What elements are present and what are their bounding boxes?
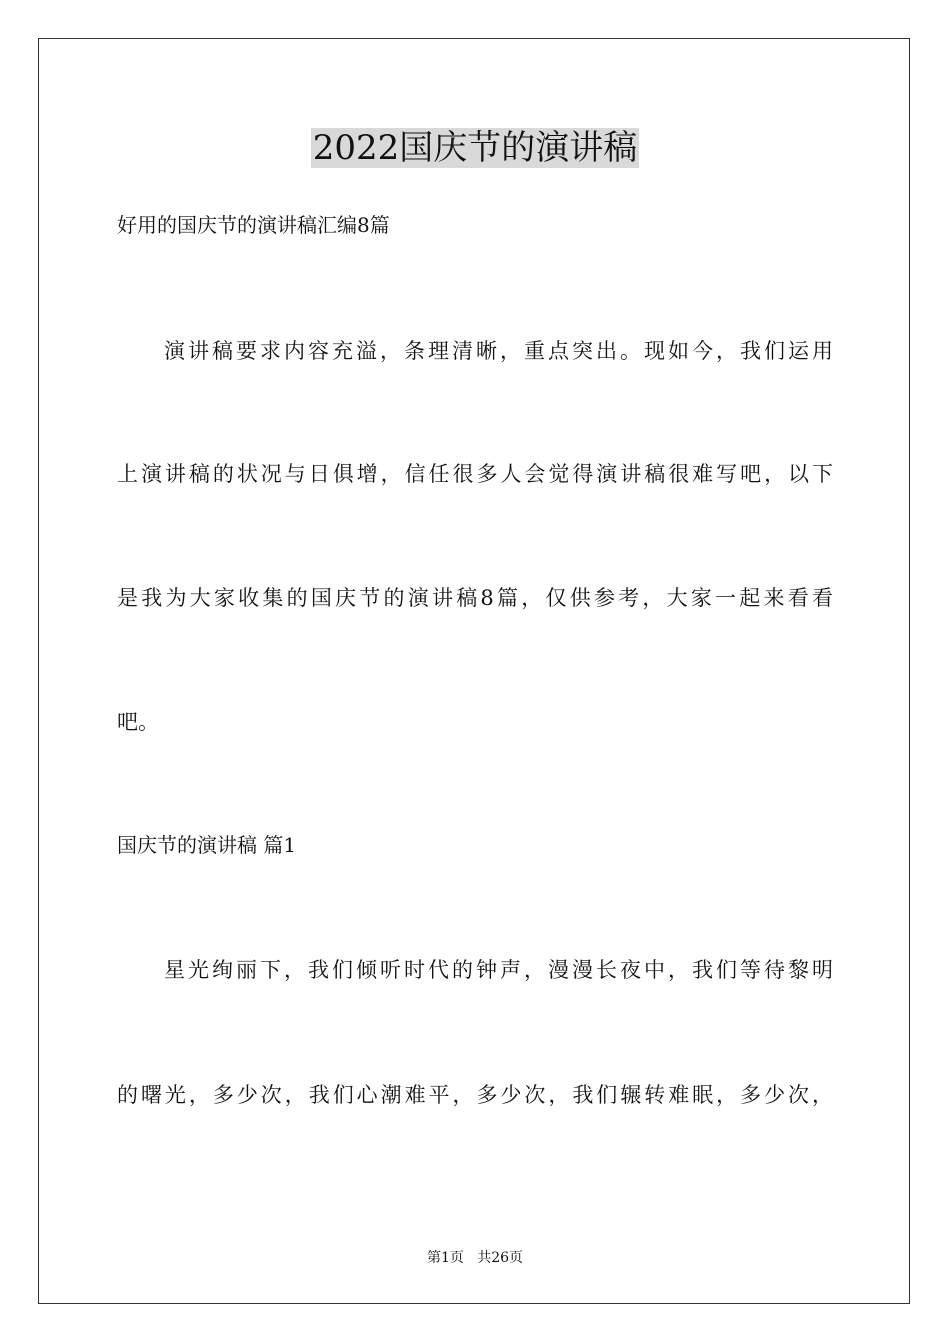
document-subtitle: 好用的国庆节的演讲稿汇编8篇 [117,213,390,237]
document-title [0,128,950,168]
paragraph-line: 的曙光，多少次，我们心潮难平，多少次，我们辗转难眠，多少次， [117,1083,833,1107]
paragraph-line: 上演讲稿的状况与日俱增，信任很多人会觉得演讲稿很难写吧，以下 [117,462,833,486]
paragraph-line: 吧。 [117,710,159,734]
paragraph-line: 演讲稿要求内容充溢，条理清晰，重点突出。现如今，我们运用 [164,339,833,363]
page-footer: 第1页 共26页 [426,1250,524,1266]
paragraph-line: 星光绚丽下，我们倾听时代的钟声，漫漫长夜中，我们等待黎明 [164,958,833,982]
document-title-text: 2022国庆节的演讲稿 [312,128,638,168]
section-heading: 国庆节的演讲稿 篇1 [117,833,297,857]
paragraph-line: 是我为大家收集的国庆节的演讲稿8篇，仅供参考，大家一起来看看 [117,586,833,610]
